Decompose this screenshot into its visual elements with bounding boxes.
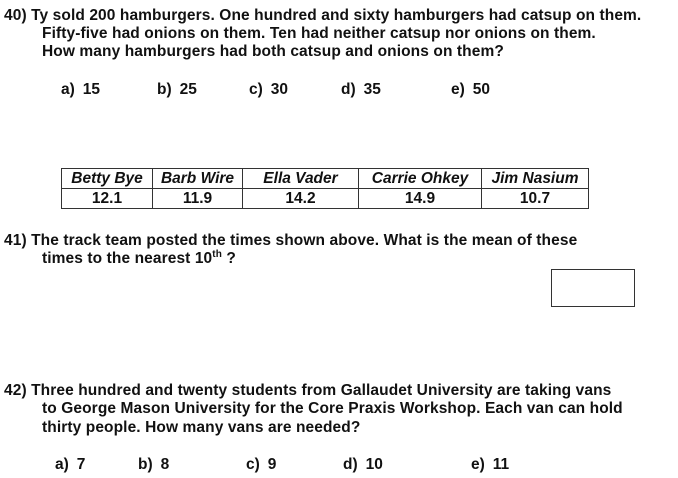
q41-superscript: th <box>212 249 222 260</box>
table-header-row <box>62 169 589 189</box>
q42-choice-d[interactable] <box>343 455 383 474</box>
q40-choice-a[interactable] <box>61 80 100 99</box>
table-cell: 11.9 <box>153 189 243 209</box>
q40-choice-e[interactable] <box>451 80 490 99</box>
q40-choice-d[interactable] <box>341 80 381 99</box>
table-cell: 12.1 <box>62 189 153 209</box>
table-header-cell: Betty Bye <box>62 169 153 189</box>
q42-choice-b[interactable] <box>138 455 169 474</box>
q40-choice-e-value: 50 <box>472 81 491 98</box>
q42-choice-e[interactable] <box>471 455 509 474</box>
q41-line-2 <box>42 249 236 268</box>
q42-line-3: thirty people. How many vans are needed? <box>42 419 361 436</box>
q42-choice-c-letter: c) <box>246 456 260 473</box>
q41-line-2-text: times to the nearest 10 <box>42 250 213 267</box>
q40-choice-a-value: 15 <box>82 81 101 98</box>
q40-line-3: How many hamburgers had both catsup and onions on them? <box>42 43 504 60</box>
table-header-cell: Barb Wire <box>153 169 243 189</box>
q41-line-1: 41) The track team posted the times shown above. What is the mean of these <box>4 232 578 249</box>
q42-choice-a-letter: a) <box>55 456 69 473</box>
q42-choice-e-letter: e) <box>471 456 485 473</box>
table-header-cell: Carrie Ohkey <box>359 169 482 189</box>
q40-choice-b-letter: b) <box>157 81 172 98</box>
table-cell: 14.2 <box>243 189 359 209</box>
q42-line-1: 42) Three hundred and twenty students from Gallaudet University are taking vans <box>4 382 612 399</box>
q40-choice-b[interactable] <box>157 80 197 99</box>
q40-choice-c-value: 30 <box>270 81 289 98</box>
q42-choice-e-value: 11 <box>492 456 510 473</box>
q42-choice-a-value: 7 <box>76 456 86 473</box>
q42-choice-d-letter: d) <box>343 456 358 473</box>
q40-choice-a-letter: a) <box>61 81 75 98</box>
q42-choice-b-letter: b) <box>138 456 153 473</box>
q40-line-1: 40) Ty sold 200 hamburgers. One hundred and sixty hamburgers had catsup on them. <box>4 7 642 24</box>
q42-choice-c[interactable] <box>246 455 276 474</box>
table-header-cell: Ella Vader <box>243 169 359 189</box>
q42-choice-c-value: 9 <box>267 456 277 473</box>
q40-choice-d-value: 35 <box>363 81 381 98</box>
q40-choice-d-letter: d) <box>341 81 356 98</box>
q42-line-2: to George Mason University for the Core Praxis Workshop. Each van can hold <box>42 400 623 417</box>
answer-box[interactable] <box>551 269 635 307</box>
table-cell: 10.7 <box>482 189 589 209</box>
table-cell: 14.9 <box>359 189 482 209</box>
q42-choice-b-value: 8 <box>160 456 170 473</box>
q40-choice-b-value: 25 <box>179 81 197 98</box>
track-times-table <box>61 168 589 209</box>
table-header-cell: Jim Nasium <box>482 169 589 189</box>
q40-choice-c-letter: c) <box>249 81 263 98</box>
q40-line-2: Fifty-five had onions on them. Ten had neither catsup nor onions on them. <box>42 25 596 42</box>
q42-choice-a[interactable] <box>55 455 85 474</box>
table-row <box>62 189 589 209</box>
q42-choice-d-value: 10 <box>365 456 383 473</box>
q40-choice-c[interactable] <box>249 80 288 99</box>
q40-choice-e-letter: e) <box>451 81 465 98</box>
q41-line-2-suffix: ? <box>221 250 236 267</box>
